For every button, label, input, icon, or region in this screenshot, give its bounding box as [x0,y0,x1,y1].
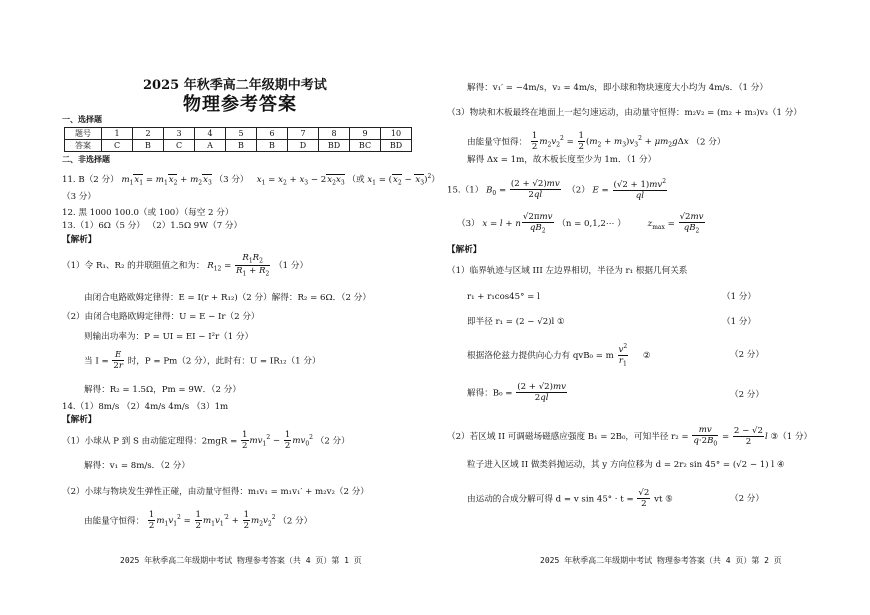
r-line3 [467,131,725,153]
q15-part2-label: （2） [567,185,590,196]
table-cell: B [257,140,288,152]
q15-part3-label: （3） [457,219,480,230]
q15-step4-score: （2 分） [730,350,764,360]
q15-step8-score: （2 分） [730,494,764,504]
q15-step6: （2）若区域 II 可调磁场磁感应强度 B₁ = 2B₀，可知半径 r₂ = $\frac{mv}{q\cdot 2B_0}$ = $\frac{2 - √2}{2}$ l ③（1 分） [447,425,813,449]
q15-step6-score: ③（1 分） [770,432,813,443]
q15-line1: 15.（1） $B_0$ = $\frac{(2 + √2)mv}{2ql}$ （2） E = $\frac{(√2 + 1)mv^2}{ql}$ [447,178,667,202]
answer-table [64,127,412,152]
q15-step5 [467,382,568,404]
q13-step1-text: （1）令 R₁、R₂ 的并联阻值之和为： [62,260,205,271]
q15-step4-frac: $\frac{v^2}{r_1}$ [618,343,628,368]
right-page [435,0,870,615]
q11-formula-c: $x_1 = (x_2 - x_3)^2$） [367,173,440,187]
q14-step1-score: （2 分） [315,436,350,447]
q14-step3: （2）小球与物块发生弹性正碰，由动量守恒得：m₁v₁ = m₁v₁′ + m₂v₂（2 分） [62,487,369,497]
q11-score-b: （3 分） [62,192,96,202]
q14-answer: 14.（1）8m/s （2）4m/s 4m/s （3）1m [62,402,229,412]
table-row [65,128,412,140]
q15-n-range: （n = 0,1,2⋯ ） [557,219,626,230]
q15-step6-frac-a: $\frac{mv}{q\cdot 2B_0}$ [693,425,718,449]
table-cell: 2 [133,128,164,140]
r-line1: 解得：v₁′ = −4m/s，v₂ = 4m/s，即小球和物块速度大小均为 4m/s．（1 分） [467,83,768,93]
q14-step1-formula: $\frac{1}{2}$ $mv_1^2$ − $\frac{1}{2}$ $mv_0^2$ [242,430,313,452]
table-cell: 7 [288,128,319,140]
q15-line2: （3） x = l + n $\frac{\text{√2πmv}}{qB_2}$ （n = 0,1,2⋯ ） $z_{max}$ = $\frac{√2mv}{qB_2}$ [457,212,704,236]
q13-step4: 则输出功率为：P = UI = EI − I²r（1 分） [84,332,254,342]
q15-part1-label: 15.（1） [447,185,484,196]
table-cell: C [102,140,133,152]
section-nonchoice-heading: 二、非选择题 [62,154,110,164]
table-cell: 10 [381,128,412,140]
r-line3-score: （2 分） [691,137,726,148]
q14-step4-formula: $\frac{1}{2}$ $m_1v_1^2$ = $\frac{1}{2}$ $m_1v_1^{'2}$ + $\frac{1}{2}$ $m_2v_2^2$ [148,510,276,532]
q15-step3: 即半径 r₁ = (2 − √2)l ① [467,317,565,327]
q11-formula-a: $m_1x_1 = m_1x_2 + m_2x_3$ [121,174,212,187]
table-cell: 5 [226,128,257,140]
q15-step2-score: （1 分） [722,292,756,302]
q14-step1 [62,430,350,452]
table-cell: C [164,140,195,152]
q13-answer: 13.（1）6Ω（5 分） （2）1.5Ω 9W（7 分） [62,221,243,231]
q13-step5-text-b: 时，P = Pm（2 分），此时有：U = IR₁₂（1 分） [127,356,321,367]
q15-step8-frac: $\frac{√2}{2}$ [638,488,650,510]
q12-answer: 12. 黑 1000 100.0（或 100）（每空 2 分） [62,208,234,218]
q15-step2: r₁ + r₁cos45° = l [467,292,540,302]
r-line4: 解得 Δx = 1m，故木板长度至少为 1m．（1 分） [467,155,657,165]
q11-prefix: 11. B（2 分） [62,174,119,185]
header-label: 题号 [65,128,102,140]
table-cell: 4 [195,128,226,140]
q15-step3-score: （1 分） [722,317,756,327]
q15-step4-marker: ② [642,351,651,362]
table-cell: BC [350,140,381,152]
table-cell: D [288,140,319,152]
q15-step6-text: （2）若区域 II 可调磁场磁感应强度 B₁ = 2B₀，可知半径 r₂ = [447,432,689,443]
q13-analysis-heading: 【解析】 [62,235,97,245]
page-footer: 2025 年秋季高二年级期中考试 物理参考答案（共 4 页）第 1 页 [120,556,362,565]
r-line3-text: 由能量守恒得： [467,137,528,148]
table-row [65,140,412,152]
q14-step4-text: 由能量守恒得： [84,516,145,527]
q15-step8-text: 由运动的合成分解可得 d = v sin 45° · t = [467,494,634,505]
q11-formula-b: $x_1 = x_2 + x_3 - 2x_2x_3$ [256,174,345,187]
q14-step4-score: （2 分） [278,516,313,527]
section-choice-heading: 一、选择题 [62,114,102,124]
q15-step5-text: 解得：B₀ = [467,388,513,399]
table-cell: A [195,140,226,152]
table-cell: BD [381,140,412,152]
q14-step4 [84,510,312,532]
q14-step2: 解得：v₁ = 8m/s．（2 分） [84,461,190,471]
table-cell: 6 [257,128,288,140]
table-cell: 8 [319,128,350,140]
q15-step8-marker: vt ⑤ [654,494,673,505]
table-cell: 9 [350,128,381,140]
q15-step4 [467,343,651,368]
r-line3-formula: $\frac{1}{2}$ $m_2v_2^2$ = $\frac{1}{2}$ $(m_2 + m_3)v_3^2 + \mu m_2g\Delta x$ [531,131,689,153]
q15-analysis-heading: 【解析】 [447,245,482,255]
q13-step1-score: （1 分） [274,260,309,271]
q15-step4-text: 根据洛伦兹力提供向心力有 qvB₀ = m [467,351,614,362]
answer-key-title: 物理参考答案 [183,94,297,115]
page-footer: 2025 年秋季高二年级期中考试 物理参考答案（共 4 页）第 2 页 [540,556,782,565]
q15-step5-frac: $\frac{(2 + √2)mv}{2ql}$ [517,382,567,404]
q13-step6: 解得：R₂ = 1.5Ω，Pm = 9W．（2 分） [84,385,241,395]
q13-step3: （2）由闭合电路欧姆定律得：U = E − Ir（2 分） [62,312,260,322]
exam-title: 2025 年秋季高二年级期中考试 [143,78,327,93]
q15-step5-score: （2 分） [730,390,764,400]
r-line2: （3）物块和木板最终在地面上一起匀速运动，由动量守恒得：m₂v₂ = (m₂ + m₃)v₃（1 分） [447,108,802,118]
table-cell: 1 [102,128,133,140]
table-cell: B [226,140,257,152]
q13-step5-text-a: 当 I = [84,356,109,367]
q15-step7: 粒子进入区域 II 做类斜抛运动，其 y 方向位移为 d = 2r₂ sin 45° = (√2 − 1) l ④ [467,460,785,470]
q15-step1: （1）临界轨迹与区域 III 左边界相切，半径为 r₁ 根据几何关系 [447,266,688,276]
table-cell: B [133,140,164,152]
table-cell: BD [319,140,350,152]
answer-label: 答案 [65,140,102,152]
q11-score-a: （3 分） [214,174,249,185]
q14-analysis-heading: 【解析】 [62,415,97,425]
q11-line [62,173,440,187]
q14-step1-text: （1）小球从 P 到 S 由动能定理得：2mgR = [62,436,238,447]
q11-or: （或 [347,174,365,185]
q13-step1-formula: $R_{12}$ = $\frac{R_1R_2}{R_1 + R_2}$ [207,253,270,278]
q15-step8 [467,488,673,510]
q13-step5-frac: $\frac{E}{2r}$ [113,350,123,372]
q13-step1 [62,253,308,278]
q15-step6-frac-b: $\frac{2 - √2}{2}$ [733,425,763,448]
q13-step5 [84,350,321,372]
table-cell: 3 [164,128,195,140]
q13-step2: 由闭合电路欧姆定律得：E = I(r + R₁₂)（2 分）解得：R₂ = 6Ω．（2 分） [84,293,371,303]
